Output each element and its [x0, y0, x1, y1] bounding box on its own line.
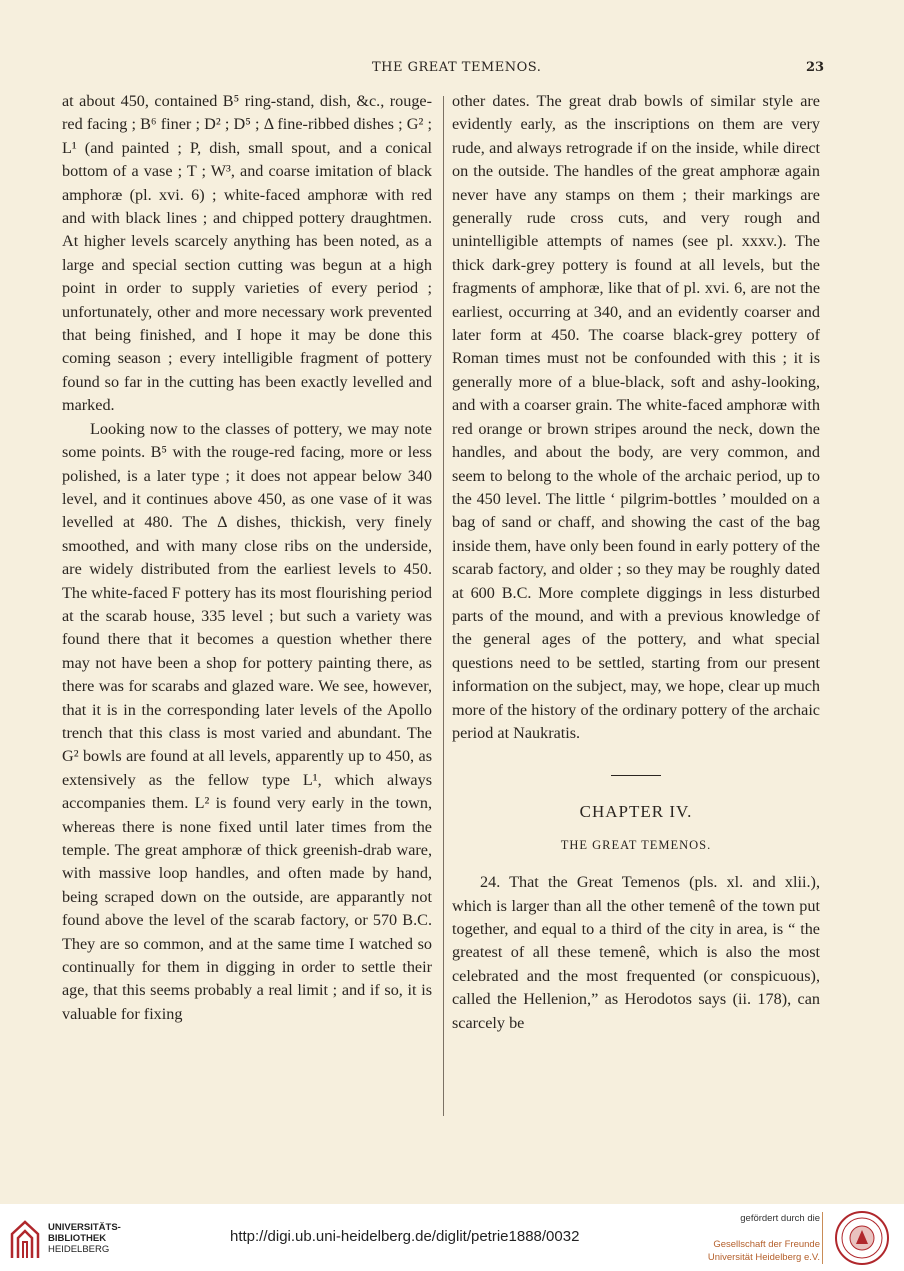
library-line: UNIVERSITÄTS- — [48, 1222, 121, 1233]
column-divider — [443, 96, 444, 1116]
digitization-footer — [0, 1204, 904, 1271]
funding-notice — [690, 1212, 820, 1264]
left-column — [62, 90, 432, 1026]
chapter-rule — [611, 775, 661, 776]
chapter-subtitle: THE GREAT TEMENOS. — [560, 837, 712, 852]
university-seal-icon — [832, 1210, 892, 1266]
permalink-url[interactable]: http://digi.ub.uni-heidelberg.de/diglit/petrie1888/0032 — [230, 1228, 580, 1245]
footer-divider — [822, 1212, 823, 1264]
library-name — [48, 1222, 121, 1255]
university-library-logo-icon — [10, 1220, 40, 1260]
funded-by-label: gefördert durch die — [740, 1213, 820, 1224]
paragraph: Looking now to the classes of pottery, we may note some points. B⁵ with the rouge-red facing, more or less polished, is a later type ; it does not appear below 340 level, and it continues above 450, as one vase of it was levelled at 480. The Δ dishes, thickish, very finely smoothed, and with many close ribs on the underside, are widely distributed from the earliest levels to 450. The white-faced F pottery has its most flourishing period at the scarab house, 335 level ; but such a variety was found there that it becomes a question whether there may not have been a shop for pottery painting there, as there was for scarabs and glazed ware. We see, however, that it is in the corresponding later levels of the Apollo trench that this class is most varied and abundant. The G² bowls are found at all levels, apparently up to 450, as extensively as the fellow type L¹, which always accompanies them. L² is found very early in the town, whereas there is none fixed until later times from the temple. The great amphoræ of thick greenish-drab ware, with massive loop handles, and often made by hand, being scraped down on the outside, are apparantly not found above the level of the scarab factory, or 570 B.C. They are so common, and at the same time I watched so continually for them in digging in order to settle their age, that this seems probably a real limit ; and if so, it is valuable for fixing — [62, 419, 432, 1023]
running-title: THE GREAT TEMENOS. — [372, 60, 542, 75]
page-number: 23 — [806, 60, 825, 75]
paragraph: other dates. The great drab bowls of similar style are evidently early, as the inscriptions on them are very rude, and always retrograde if on the inside, while direct on the outside. The handles of the great amphoræ again never have any stamps on them ; their markings are generally rude cross cuts, and very rough and unintelligible attempts of names (see pl. xxxv.). The thick dark-grey pottery is found at all levels, but the fragments of amphoræ, like that of pl. xvi. 6, are not the earliest, occurring at 340, and an evidently coarser and later form at 450. The coarse black-grey pottery of Roman times must not be confounded with this ; it is generally more of a blue-black, soft and ashy-looking, and with a coarser grain. The white-faced amphoræ with red orange or brown stripes around the neck, down the handles, and about the body, are very common, and seem to belong to the whole of the archaic period, up to the 450 level. The little ‘ pilgrim-bottles ’ moulded on a bag of sand or chaff, and showing the cast of the bag inside them, have only been found in early pottery of the scarab factory, and older ; so they may be roughly dated at 600 B.C. More complete diggings in less disturbed parts of the mound, and with a previous knowledge of the general ages of the pottery, and what special questions need to be settled, starting from our present information on the subject, may, we hope, clear up much more of the history of the ordinary pottery of the archaic period at Naukratis. — [452, 92, 820, 742]
funder-name: Gesellschaft der Freunde — [713, 1239, 820, 1250]
page-header — [0, 60, 904, 82]
right-column — [452, 90, 820, 1035]
funder-name: Universität Heidelberg e.V. — [707, 1252, 820, 1263]
paragraph: 24. That the Great Temenos (pls. xl. and xlii.), which is larger than all the other temenê of the town put together, and equal to a third of the city in area, is “ the greatest of all these temenê, which is also the most celebrated and the most frequented (or conspicuous), called the Hellenion,” as Herodotos says (ii. 178), can scarcely be — [452, 873, 820, 1032]
library-line: HEIDELBERG — [48, 1244, 110, 1255]
chapter-title: CHAPTER IV. — [579, 802, 693, 822]
library-line: BIBLIOTHEK — [48, 1233, 107, 1244]
paragraph: at about 450, contained B⁵ ring-stand, dish, &c., rouge-red facing ; B⁶ finer ; D² ; D⁵ ; Δ fine-ribbed dishes ; G² ; L¹ (and painted ; P, dish, small spout, and a conical bottom of a vase ; T ; W³, and coarse imitation of black amphoræ (pl. xvi. 6) ; white-faced amphoræ with red and with black lines ; and chipped pottery draughtmen. At higher levels scarcely anything has been noted, as a large and special section cutting was begun at a high point in order to supply varieties of every period ; unfortunately, other and more necessary work prevented that being finished, and I hope it may be done this coming season ; every intelligible fragment of pottery found so far in the cutting has been exactly levelled and marked. — [62, 92, 432, 415]
